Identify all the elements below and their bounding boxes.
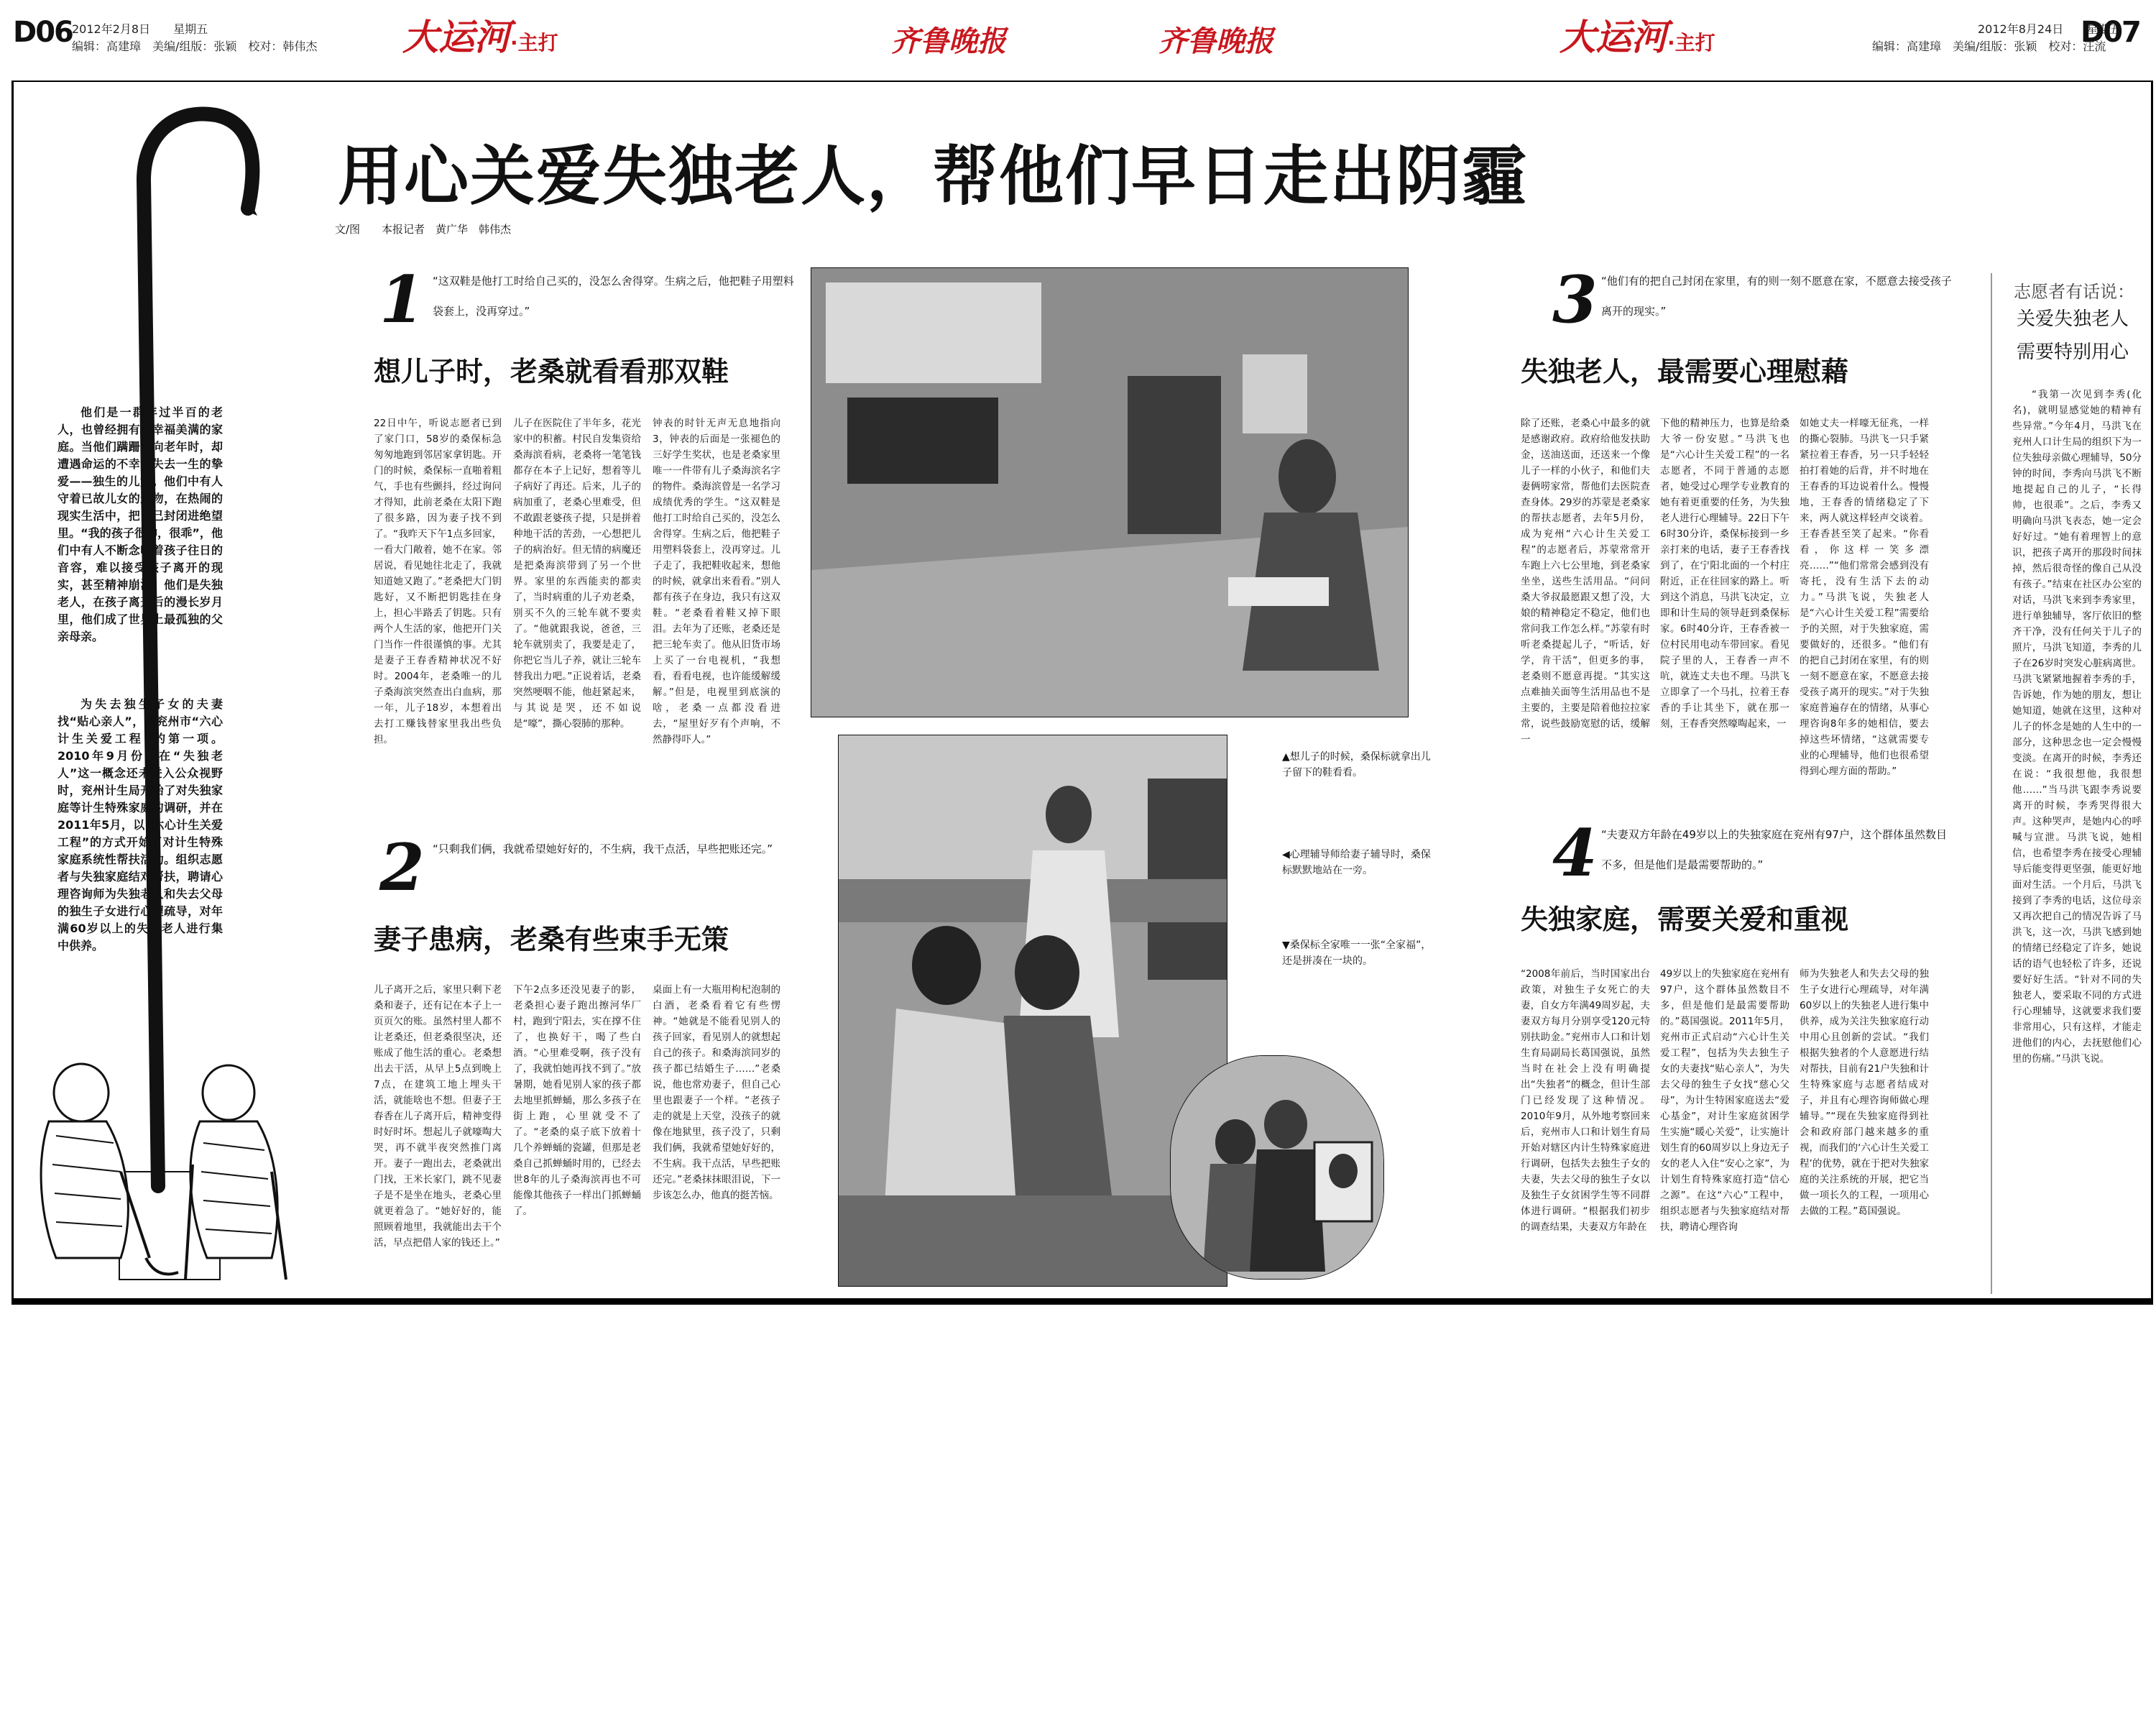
section-3-col-2: 下他的精神压力，也算是给桑大爷一份安慰。”马洪飞也是“六心计生关爱工程”的一名志愿者，不同于普通的志愿者，她受过心理学专业教育的她有着更重要的任务，为失独老人进行心理辅导。22日下午6时30分许，桑保标接到一乡亲打来的电话，妻子王春香找到了，在宁阳北面的一个村庄附近，正在往回家的路上。听到这个消息，马洪飞决定，立即和计生局的领导赶到桑保标家。6时40分许，王春香被一位村民用电动车带回家。看见院子里的人，王春香一声不吭，就连丈夫也不理。马洪飞立即拿了一个马扎，拉着王春香的手让其坐下，就在那一刻，王春香突然嚎啕起来，一 <box>1660 418 1789 730</box>
left-date: 2012年2月8日 星期五 <box>72 22 208 36</box>
section-3-col-1: 除了还账，老桑心中最多的就是感谢政府。政府给他发扶助金，送油送面，还送来一个像儿子一样的小伙子，和他们夫妻俩唠家常，帮他们去医院查查身体。29岁的苏蒙是老桑家的帮扶志愿者，去年5月份，成为兖州“六心计生关爱工程”的志愿者后，苏蒙常常开车跑上六七公里地，到老桑家坐坐，送些生活用品。“问问桑大爷叔最愿跟又想了没，大娘的精神稳定不稳定，他们也常问我工作怎么样。”苏蒙有时听老桑提起儿子，“听话，好学，肯干活”，但更多的事，老桑则不愿意再提。“其实这点难抽关面等生活用品也不是主要的，主要是陪着他拉拉家常，说些鼓励宽慰的话，缓解一 <box>1521 418 1650 745</box>
caption-2: ◀心理辅导师给妻子辅导时，桑保标默默地站在一旁。 <box>1282 849 1431 876</box>
left-staff: 编辑：高建璋 美编/组版：张颖 校对：韩伟杰 <box>72 40 318 53</box>
left-page-number: D06 <box>13 16 73 49</box>
section-2-col-2: 下午2点多还没见妻子的影，老桑担心妻子跑出擦河华厂村，跑到宁阳去，实在撑不住了，也换好干，喝了些白酒。“心里难受啊，孩子没有了，我就怕她再找不到了。”放暑期，她看见别人家的孩子都去地里抓蝉蛹，那么多孩子在街上跑，心里就受不了了。“老桑的桌子底下放着十几个养蝉蛹的瓷罐，但那是老桑自己抓蝉蛹时用的，已经去世8年的儿子桑海滨再也不可能像其他孩子一样出门抓蝉蛹了。 <box>513 984 641 1217</box>
section-4-col-1: “2008年前后，当时国家出台政策，对独生子女死亡的夫妻，自女方年满49周岁起，夫妻双方每月分别享受120元特别扶助金。”兖州市人口和计划生育局副局长葛国强说，虽然当时在社会上没有明确提出“失独者”的概念，但计生部门已经发现了这种情况。2010年9月，从外地考察回来后，兖州市人口和计划生育局开始对辖区内计生特殊家庭进行调研，包括失去独生子女的夫妻，失去父母的独生子女以及独生子女贫困学生等不同群体进行调研。“根据我们初步的调查结果，夫妻双方年龄在 <box>1521 968 1650 1233</box>
photo-man-with-shoes-drawing <box>811 268 1408 717</box>
photo-family-portrait <box>1170 1055 1384 1280</box>
left-paper-name: 齐鲁晚报 <box>891 24 1006 58</box>
section-2-quote: “只剩我们俩，我就希望她好好的，不生病，我干点活，早些把账还完。” <box>433 842 773 855</box>
sidebar-body: “我第一次见到李秀(化名)，就明显感觉她的精神有些异常。”今年4月，马洪飞在兖州人口计生局的组织下为一位失独母亲做心理辅导，50分钟的时间，李秀向马洪飞不断地提起自己的儿子，“长得帅，也很乖”。之后，李秀又明确向马洪飞表态，她一定会好好过。“她有着理智上的意识，把孩子离开的那段时间抹掉，然后很奇怪的像自己从没有孩子。”结束在社区办公室的对话，马洪飞来到李秀家里，进行单独辅导，客厅依旧的整齐干净，没有任何关于儿子的照片，马洪飞知道，李秀的儿子在26岁时突发心脏病离世。马洪飞紧紧地握着李秀的手，告诉她，作为她的朋友，想让她知道，她就在这里，这种对儿子的怀念是她的人生中的一部分，这种思念也一定会慢慢变淡。在离开的时候，李秀还在说：“我很想他，我很想他……”当马洪飞跟李秀说要离开的时候，李秀哭得很大声。这种哭声，是她内心的呼喊与宣泄。马洪飞说，她相信，也希望李秀在接受心理辅导后能变得更坚强，能更好地面对生活。一个月后，马洪飞接到了李秀的电话，这位母亲又再次把自己的情况告诉了马洪飞，这一次，马洪飞感到她的情绪已经稳定了许多，她说话的语气也轻松了许多，还说要好好生活。“针对不同的失独老人，要采取不同的方式进行心理辅导，这就要求我们要非常用心，只有这样，才能走进他们的内心，去抚慰他们心里的伤痛。”马洪飞说。 <box>2012 389 2142 1065</box>
section-4-col-3: 师为失独老人和失去父母的独生子女进行心理疏导，对年满60岁以上的失独老人进行集中供养，成为关注失独家庭行动中用心且创新的尝试。“我们根据失独者的个人意愿进行结对帮扶，目前有21户失独和计生特殊家庭与志愿者结成对子，并且有心理咨询师做心理辅导。”“现在失独家庭得到社会和政府部门越来越多的重视，而我们的‘六心计生关爱工程’的优势，就在于把对失独家庭的关注系统的开展，把它当做一项长久的工程，一项用心去做的工程。”葛国强说。 <box>1800 968 1929 1217</box>
caption-1: ▲想儿子的时候，桑保标就拿出儿子留下的鞋看看。 <box>1282 751 1431 779</box>
section-4-col-2: 49岁以上的失独家庭在兖州有97户，这个群体虽然数目不多，但是他们是最需要帮助的。”葛国强说。2011年5月，兖州市正式启动“六心计生关爱工程”，包括为失去独生子女的夫妻找“贴心亲人”，为失去父母的独生子女找“慈心父母”，为计生特困家庭送去“爱心基金”，对计生家庭贫困学生实施“暖心关爱”，让实施计划生育的60周岁以上身边无子女的老人入住“安心之家”，为计划生育特殊家庭打造“信心之源”。在这“六心”工程中，组织志愿者与失独家庭结对帮扶，聘请心理咨询 <box>1660 968 1789 1233</box>
section-1-quote: “这双鞋是他打工时给自己买的，没怎么舍得穿。生病之后，他把鞋子用塑料袋套上，没再穿过。” <box>433 275 794 318</box>
photo-man-with-shoes <box>811 267 1409 717</box>
sidebar-kicker: 志愿者有话说： <box>2014 282 2134 302</box>
right-section-logo-text: 大运河 <box>1560 16 1667 58</box>
elderly-couple-illustration <box>13 1042 322 1294</box>
right-page-number: D07 <box>2081 16 2140 49</box>
section-3-subhead: 失独老人，最需要心理慰藉 <box>1521 356 1849 387</box>
section-2-subhead: 妻子患病，老桑有些束手无策 <box>374 924 729 955</box>
section-4-number: 4 <box>1552 815 1598 891</box>
byline: 文/图 本报记者 黄广华 韩伟杰 <box>335 223 512 236</box>
section-1-col-2: 儿子在医院住了半年多，花光家中的积蓄。村民自发集资给桑海滨看病，老桑将一笔笔钱都存在本子上记好，想着等儿子病好了再还。后来，儿子的病加重了，老桑心里难受，但不敢跟老婆孩子提，只是拼着种地干活的苦劲，一心想把儿子的病治好。但无情的病魔还是把桑海滨带到了另一个世界。家里的东西能卖的都卖了，当时病重的儿子劝老桑，别买不久的三轮车就不要卖了。“他就跟我说，爸爸，三轮车就别卖了，我要是走了，你把它当儿子养，就让三轮车替我出力吧。”正说着话，老桑突然哽咽不能，他赶紧起来，与其说是哭，还不如说是“嚎”，撕心裂肺的那种。 <box>513 418 641 730</box>
page-headline: 用心关爱失独老人，帮他们早日走出阴霾 <box>338 139 1528 214</box>
right-section-logo <box>1560 9 1715 60</box>
intro-paragraph-2: 为失去独生子女的夫妻找“贴心亲人”，是兖州市“六心计生关爱工程”的第一项。2010年9月份，在“失独老人”这一概念还未进入公众视野时，兖州计生局开始了对失独家庭等计生特殊家庭的调研，并在2011年5月，以“六心计生关爱工程”的方式开始了对计生特殊家庭系统性帮扶活动。组织志愿者与失独家庭结对帮扶，聘请心理咨询师为失独老人和失去父母的独生子女进行心理疏导，对年满60岁以上的失独老人进行集中供养。 <box>57 697 223 952</box>
sidebar-title-line-1: 关爱失独老人 <box>2017 308 2129 330</box>
left-section-logo <box>402 9 558 60</box>
photo-family-portrait-drawing <box>1171 1056 1383 1279</box>
right-section-suffix: ·主打 <box>1667 31 1715 55</box>
caption-3: ▼桑保标全家唯一一张“全家福”，还是拼凑在一块的。 <box>1282 940 1432 967</box>
section-4-subhead: 失独家庭，需要关爱和重视 <box>1521 904 1849 935</box>
photo-counselor-with-wife <box>838 735 1227 1287</box>
section-1-subhead: 想儿子时，老桑就看看那双鞋 <box>374 356 729 387</box>
section-2-col-1: 儿子离开之后，家里只剩下老桑和妻子，还有记在本子上一页页欠的账。虽然村里人都不让老桑还，但老桑很坚决，还账成了他生活的重心。老桑想出去干活，从早上5点到晚上7点，在建筑工地上埋头干活，就能啥也不想。但妻子王春香在儿子离开后，精神变得时好时坏。想起儿子就嚎啕大哭，再不就半夜突然推门离开。妻子一跑出去，老桑就出门找，王米长家门，跳不见妻子是不是坐在地头，老桑心里就更着急了。“她好好的，能照顾着地里，我就能出去干个活，早点把借人家的钱还上。” <box>374 984 502 1249</box>
sidebar-title-line-2: 需要特别用心 <box>2017 341 2129 363</box>
right-staff: 编辑：高建璋 美编/组版：张颖 校对：汪流 <box>1872 40 2106 53</box>
section-2-col-3: 桌面上有一大瓶用枸杞泡制的白酒，老桑看着它有些愣神。“她就是不能看见别人的孩子回家，看见别人的就想起自己的孩子。和桑海滨同岁的孩子都已结婚生子……”老桑说，他也常劝妻子，但自己心里也跟妻子一个样。“老孩子走的就是上天堂，没孩子的就像在地狱里，孩子没了，只剩我们俩，我就希望她好好的，不生病。我干点活，早些把账还完。”老桑抹抹眼泪说，下一步该怎么办，他真的挺苦恼。 <box>653 984 780 1201</box>
section-1-col-3: 钟表的时针无声无息地指向3，钟表的后面是一张褪色的三好学生奖状，也是老桑家里唯一一件带有儿子桑海滨名字的物件。桑海滨曾是一名学习成绩优秀的学生。“这双鞋是他打工时给自己买的，没怎么舍得穿。生病之后，他把鞋子用塑料袋套上，没再穿过。儿子走了，我把鞋收起来，想他的时候，就拿出来看看。”别人都有孩子在身边，我只有这双鞋。“老桑看着鞋又掉下眼泪。去年为了还账，老桑还是把三轮车卖了。他从旧货市场上买了一台电视机，“我想看，看看电视，也许能缓解缓解。”但是，电视里到底演的啥，老桑一点都没看进去，“屋里好歹有个声响，不然静得吓人。” <box>653 418 780 745</box>
intro-paragraph: 他们是一群年过半百的老人，也曾经拥有过幸福美满的家庭。当他们蹒跚走向老年时，却遭遇命运的不幸，失去一生的挚爱——独生的儿女。他们中有人守着已故儿女的遗物，在热闹的现实生活中，把自己封闭进绝望里。“我的孩子很帅，很乖”，他们中有人不断念叨着孩子往日的音容，难以接受孩子离开的现实，甚至精神崩溃。他们是失独老人，在孩子离开后的漫长岁月里，他们成了世界上最孤独的父亲母亲。 <box>57 405 223 643</box>
sidebar-divider <box>1991 273 1992 1294</box>
section-3-col-3: 如她丈夫一样嚎无征兆，一样的撕心裂肺。马洪飞一只手紧紧拉着王春香，另一只手轻轻拍打着她的后背，并不时地在王春香的耳边说着什么。慢慢地，王春香的情绪稳定了下来，两人就这样轻声交谈着。王春香甚至笑了起来。“你看看，你这样一笑多漂亮……”“他们常常会感到没有寄托，没有生活下去的动力。”马洪飞说，失独老人是“六心计生关爱工程”需要给予的关照，对于失独家庭，需要做好的，还很多。“他们有的把自己封闭在家里，有的则一刻不愿意在家，不愿意去接受孩子离开的现实。”对于失独家庭普遍存在的情绪，从事心理咨询8年多的她相信，要去掉这些坏情绪，“这就需要专业的心理辅导，他们也很希望得到心理方面的帮助。” <box>1800 418 1929 777</box>
right-date: 2012年8月24日 星期五 <box>1978 22 2122 36</box>
left-section-suffix: ·主打 <box>510 31 558 55</box>
left-section-logo-text: 大运河 <box>402 16 510 58</box>
section-3-number: 3 <box>1552 262 1598 338</box>
photo-counselor-with-wife-drawing <box>839 735 1227 1286</box>
section-4-quote: “夫妻双方年龄在49岁以上的失独家庭在兖州有97户，这个群体虽然数目不多，但是他们是最需要帮助的。” <box>1601 828 1947 871</box>
bottom-rule <box>11 1298 2153 1303</box>
right-paper-name: 齐鲁晚报 <box>1158 24 1273 58</box>
section-3-quote: “他们有的把自己封闭在家里，有的则一刻不愿意在家，不愿意去接受孩子离开的现实。” <box>1601 275 1952 318</box>
section-1-number: 1 <box>379 262 425 338</box>
section-2-number: 2 <box>379 830 425 906</box>
section-1-col-1: 22日中午，听说志愿者已到了家门口，58岁的桑保标急匆匆地跑到邻居家拿钥匙。开门的时候，桑保标一直啪着粗气，手也有些颤抖，经过询问才得知，此前老桑在太阳下跑了很多路，因为妻子找不到了。“我昨天下午1点多回家，一看大门敞着，她不在家。邻居说，看见她往北走了，我就知道她又跑了。”老桑把大门钥匙好，又不断把钥匙挂在身上，担心半路丢了钥匙。只有两个人生活的家，他把开门关门当作一件很谨慎的事。尤其是妻子王春香精神状况不好时。2004年，老桑唯一的儿子桑海滨突然查出白血病，那一年，儿子18岁，本想着出去打工赚钱替家里我出些负担。 <box>374 418 502 745</box>
